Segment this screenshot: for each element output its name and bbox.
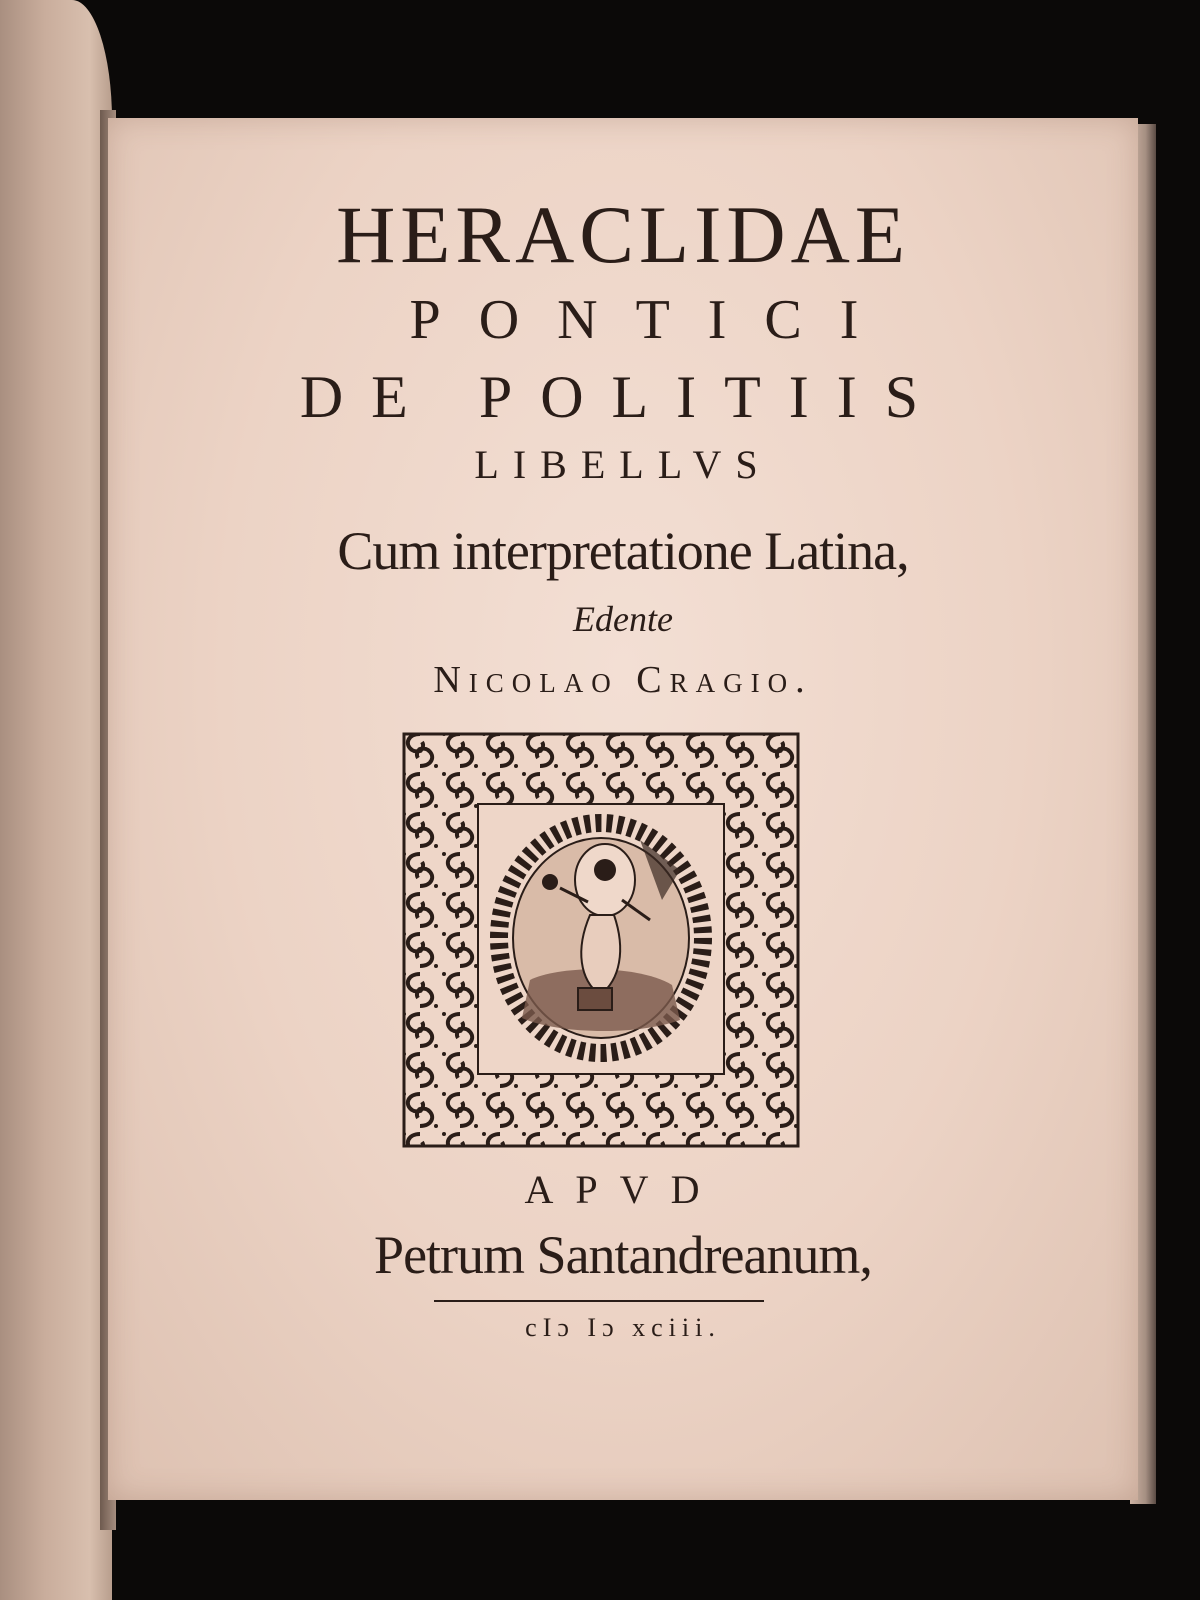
- subtitle-interpretation: Cum interpretatione Latina,: [337, 521, 909, 581]
- facing-page-left: [0, 0, 112, 1600]
- title-line-pontici: PONTICI: [409, 289, 897, 351]
- imprint-apud: APVD: [524, 1167, 722, 1212]
- title-line-de-politiis: DE POLITIIS: [299, 364, 947, 430]
- title-line-heraclidae: HERACLIDAE: [336, 189, 910, 280]
- imprint-printer-name: Petrum Santandreanum,: [374, 1225, 872, 1285]
- editor-name: Nicolao Cragio.: [433, 659, 813, 701]
- title-line-libellus: LIBELLVS: [474, 442, 772, 487]
- editor-label: Edente: [573, 599, 673, 639]
- printer-device-woodcut: [400, 730, 802, 1150]
- imprint-rule: [434, 1300, 764, 1302]
- imprint-date: cIɔ Iɔ xciii.: [525, 1313, 721, 1342]
- title-page: [108, 118, 1138, 1500]
